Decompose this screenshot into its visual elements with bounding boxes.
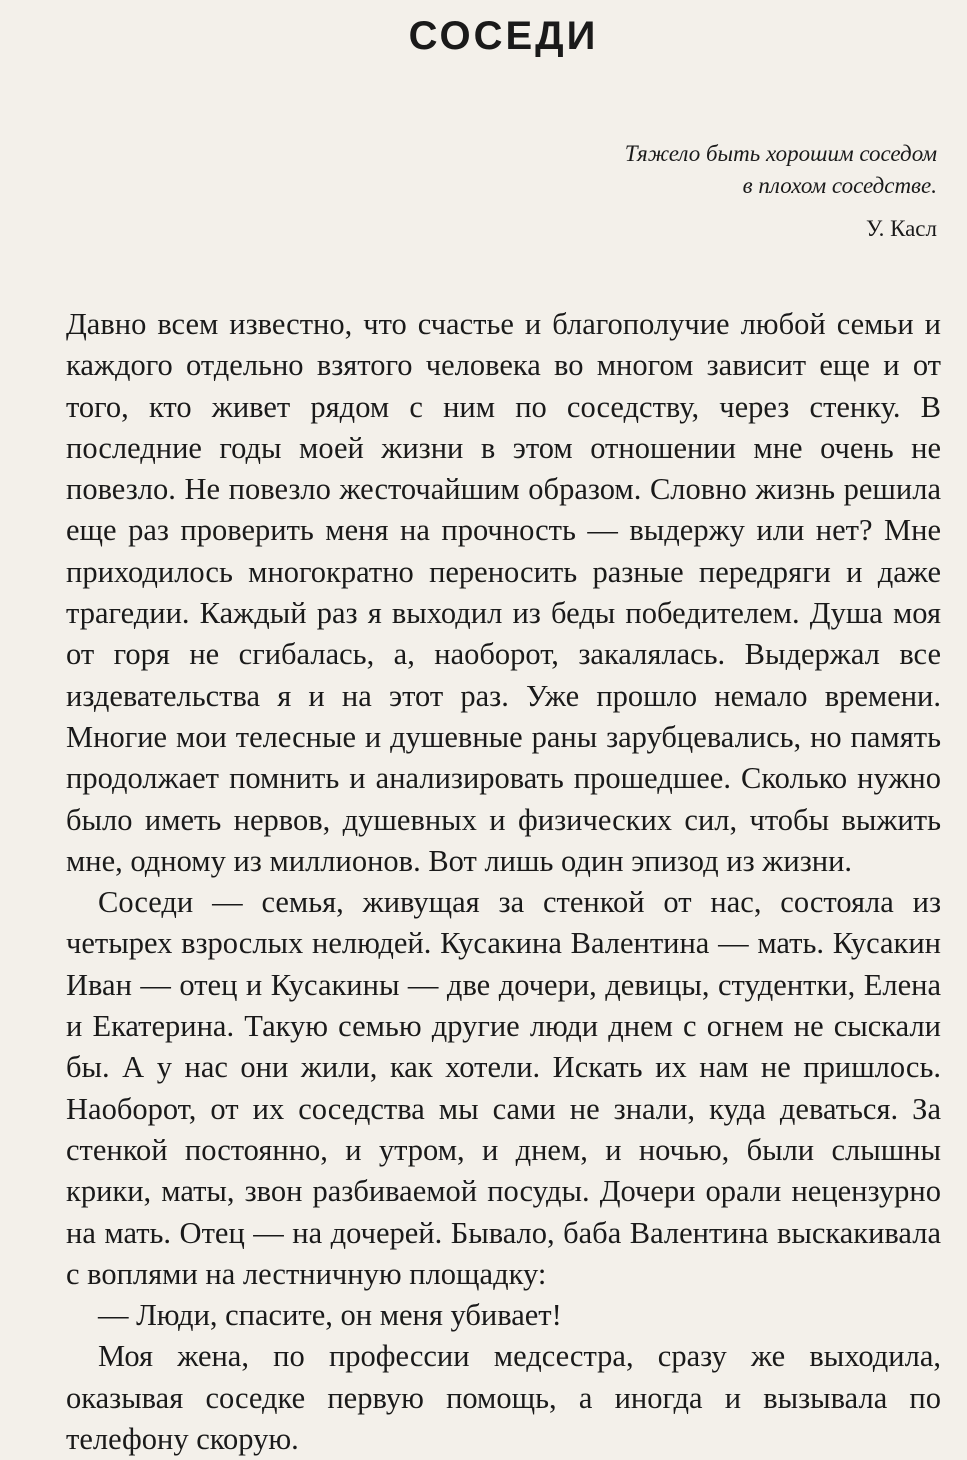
page-title: СОСЕДИ: [408, 14, 599, 58]
epigraph: [66, 138, 941, 202]
paragraph-3: — Люди, спасите, он меня убивает!: [98, 1298, 562, 1333]
epigraph-line-1: Тяжело быть хорошим соседом: [624, 141, 937, 166]
epigraph-author: У. Касл: [866, 216, 937, 241]
paragraph-2: Соседи — семья, живущая за стенкой от нас, состояла из четырех взрослых нелюдей. Кусакина Валентина — мать. Кусакин Иван — отец и Кусакины — две дочери, девицы, студентки, Елена и Екатерина. Такую семью другие люди днем с огнем не сыскали бы. А у нас они жили, как хотели. Искать их нам не пришлось. Наоборот, от их соседства мы сами не знали, куда деваться. За стенкой постоянно, и утром, и днем, и ночью, были слышны крики, маты, звон разбиваемой посуды. Дочери орали нецензурно на мать. Отец — на дочерей. Бывало, баба Валентина выскакивала с воплями на лестничную площадку:: [66, 885, 941, 1291]
paragraph-4: Моя жена, по профессии медсестра, сразу же выходила, оказывая соседке первую помощь, а иногда и вызывала по телефону скорую.: [66, 1339, 941, 1457]
body-text: [66, 304, 941, 1460]
epigraph-line-2: в плохом соседстве.: [742, 173, 937, 198]
paragraph-1: Давно всем известно, что счастье и благополучие любой семьи и каждого отдельно взятого человека во многом зависит еще и от того, кто живет рядом с ним по соседству, через стенку. В последние годы моей жизни в этом отношении мне очень не повезло. Не повезло жесточайшим образом. Словно жизнь решила еще раз проверить меня на прочность — выдержу или нет? Мне приходилось многократно переносить разные передряги и даже трагедии. Каждый раз я выходил из беды победителем. Душа моя от горя не сгибалась, а, наоборот, закалялась. Выдержал все издевательства я и на этот раз. Уже прошло немало времени. Многие мои телесные и душевные раны зарубцевались, но память продолжает помнить и анализировать прошедшее. Сколько нужно было иметь нервов, душевных и физических сил, чтобы выжить мне, одному из миллионов. Вот лишь один эпизод из жизни.: [66, 307, 941, 878]
